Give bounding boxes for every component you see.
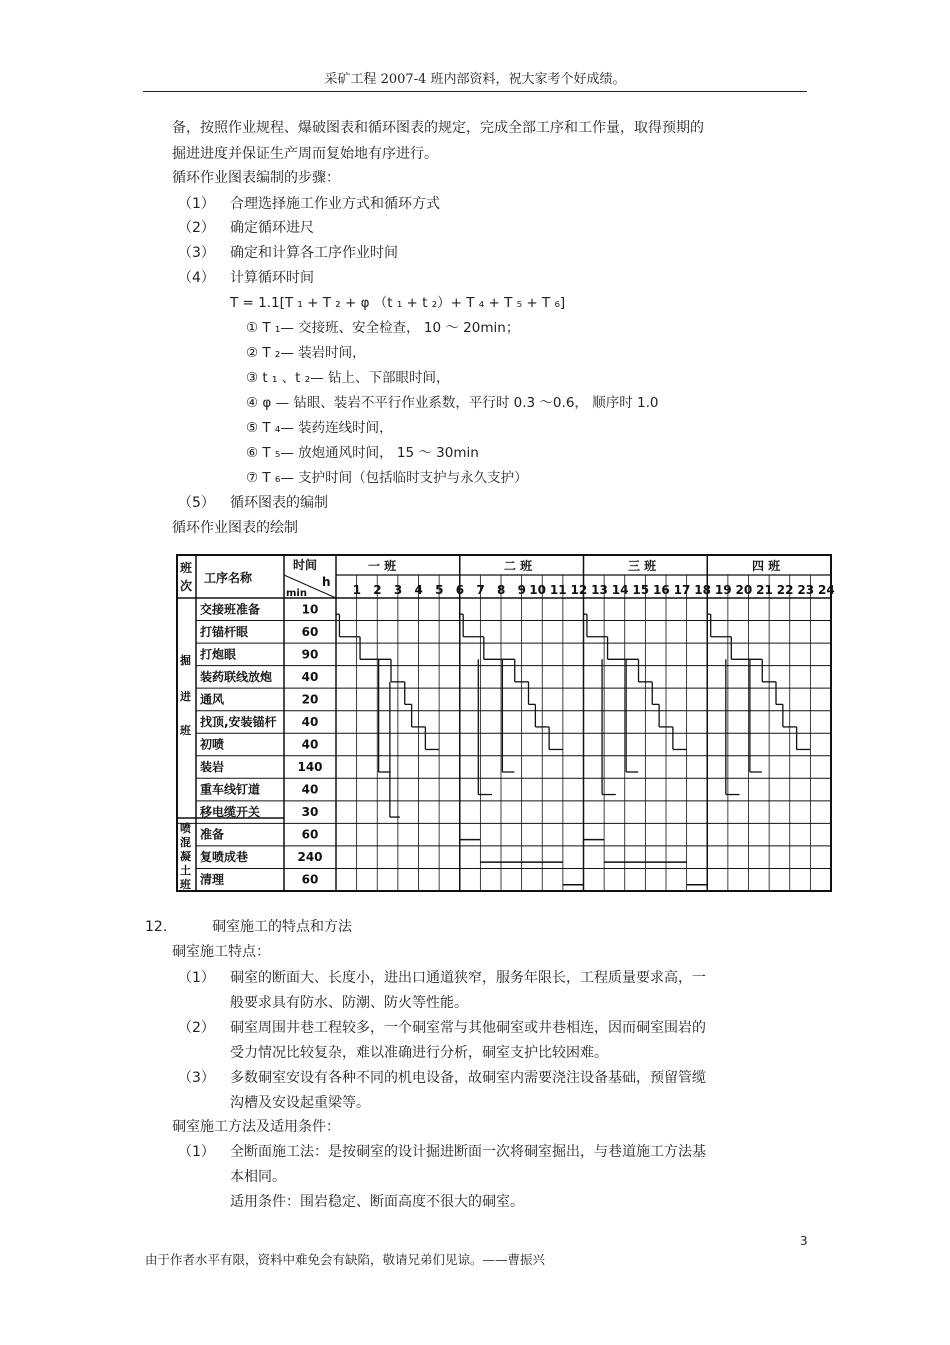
group-spray-2: 混: [180, 836, 191, 849]
row-duration: 140: [297, 760, 323, 775]
feature-2-num: （2）: [178, 1020, 215, 1036]
formula-item-3: ③ t ₁ 、t ₂— 钻上、下部眼时间，: [246, 370, 450, 386]
chart-caption: 循环作业图表的绘制: [172, 520, 298, 536]
row-process-name: 复喷成巷: [200, 850, 249, 865]
row-duration: 90: [301, 647, 319, 662]
header-ban-2: 次: [180, 579, 193, 593]
feature-2-line-1: 硐室周围井巷工程较多，一个硐室常与其他硐室或井巷相连，因而硐室围岩的: [230, 1020, 706, 1036]
hour-label: 12: [570, 583, 588, 597]
hour-label: 20: [735, 583, 753, 597]
feature-1-line-1: 硐室的断面大、长度小，进出口通道狭窄，服务年限长，工程质量要求高，一: [230, 970, 706, 986]
hour-label: 17: [673, 583, 691, 597]
feature-3-line-1: 多数硐室安设有各种不同的机电设备，故硐室内需要浇注设备基础，预留管缆: [230, 1070, 706, 1086]
hour-label: 23: [797, 583, 815, 597]
hour-label: 22: [776, 583, 794, 597]
hour-label: 14: [611, 583, 629, 597]
method-1-line-2: 本相同。: [230, 1169, 286, 1185]
hour-label: 10: [529, 583, 546, 597]
row-duration: 20: [301, 692, 319, 707]
header-min: min: [286, 588, 307, 599]
group-spray-1: 喷: [180, 822, 191, 835]
cycle-schedule-table: [176, 554, 835, 894]
hour-label: 11: [549, 583, 567, 597]
row-duration: 30: [301, 805, 319, 820]
group-dig-2: 进: [180, 690, 191, 703]
feature-2-line-2: 受力情况比较复杂，难以准确进行分析，硐室支护比较困难。: [230, 1045, 608, 1061]
row-duration: 10: [301, 602, 319, 617]
formula-item-5: ⑤ T ₄— 装药连线时间，: [246, 420, 393, 436]
features-title: 硐室施工特点：: [172, 944, 270, 960]
row-process-name: 移电缆开关: [200, 805, 261, 820]
hour-label: 6: [455, 583, 465, 597]
formula-item-4: ④ φ — 钻眼、装岩不平行作业系数，平行时 0.3 ～0.6， 顺序时 1.0: [246, 395, 659, 411]
section-12-title: 硐室施工的特点和方法: [212, 919, 352, 935]
row-process-name: 打锚杆眼: [200, 624, 249, 639]
page-number: 3: [800, 1234, 808, 1248]
hour-label: 2: [373, 583, 382, 597]
hour-label: 18: [694, 583, 711, 597]
step-2-num: （2）: [178, 220, 215, 236]
group-spray-4: 土: [180, 864, 191, 877]
steps-title: 循环作业图表编制的步骤：: [172, 170, 340, 186]
method-title: 硐室施工方法及适用条件：: [172, 1119, 340, 1135]
row-process-name: 找顶,安装锚杆: [200, 714, 277, 729]
page-header: 采矿工程 2007-4 班内部资料，祝大家考个好成绩。: [324, 72, 626, 87]
hour-label: 19: [714, 583, 732, 597]
feature-1-line-2: 般要求具有防水、防潮、防火等性能。: [230, 995, 468, 1011]
row-process-name: 清理: [200, 872, 225, 887]
group-dig-3: 班: [180, 724, 191, 737]
intro-line-1: 备，按照作业规程、爆破图表和循环图表的规定，完成全部工序和工作量，取得预期的: [172, 120, 704, 136]
hour-label: 7: [476, 583, 485, 597]
hour-label: 5: [435, 583, 444, 597]
feature-1-num: （1）: [178, 970, 215, 986]
formula-item-2: ② T ₂— 装岩时间，: [246, 345, 366, 361]
method-1-line-1: 全断面施工法：是按硐室的设计掘进断面一次将硐室掘出，与巷道施工方法基: [230, 1144, 706, 1160]
section-12-num: 12.: [145, 919, 168, 935]
step-5-num: （5）: [178, 495, 215, 511]
row-duration: 60: [301, 827, 319, 842]
hour-label: 13: [591, 583, 608, 597]
hour-label: 15: [632, 583, 650, 597]
hour-label: 8: [497, 583, 506, 597]
group-spray-3: 凝: [180, 850, 191, 863]
step-4-num: （4）: [178, 270, 215, 286]
method-1-line-3: 适用条件：围岩稳定、断面高度不很大的硐室。: [230, 1194, 524, 1210]
group-spray-5: 班: [180, 878, 191, 891]
row-duration: 240: [297, 850, 323, 865]
header-ban-1: 班: [180, 561, 193, 575]
step-3-num: （3）: [178, 245, 215, 261]
row-duration: 60: [301, 872, 319, 887]
row-process-name: 初喷: [200, 737, 225, 752]
row-duration: 40: [301, 714, 319, 729]
header-rule: [143, 91, 807, 92]
shift-1: 一 班: [368, 559, 397, 573]
row-process-name: 交接班准备: [200, 602, 261, 617]
hour-label: 21: [756, 583, 773, 597]
row-duration: 40: [301, 782, 319, 797]
header-time: 时间: [293, 558, 318, 572]
header-name: 工序名称: [204, 571, 253, 585]
hour-label: 16: [653, 583, 670, 597]
step-1-num: （1）: [178, 196, 215, 212]
formula: T = 1.1[T ₁ + T ₂ + φ （t ₁ + t ₂）+ T ₄ + T ₅ + T ₆]: [230, 295, 566, 311]
row-process-name: 重车线钉道: [200, 782, 261, 797]
intro-line-2: 掘进进度并保证生产周而复始地有序进行。: [172, 146, 438, 162]
row-duration: 40: [301, 737, 319, 752]
row-process-name: 准备: [200, 827, 225, 842]
step-5-text: 循环图表的编制: [230, 495, 328, 511]
step-2-text: 确定循环进尺: [230, 220, 314, 236]
row-process-name: 打炮眼: [200, 647, 237, 662]
method-1-num: （1）: [178, 1144, 215, 1160]
formula-item-6: ⑥ T ₅— 放炮通风时间， 15 ～ 30min: [246, 445, 479, 461]
hour-label: 9: [517, 583, 526, 597]
hour-label: 4: [414, 583, 423, 597]
hour-label: 3: [393, 583, 403, 597]
row-process-name: 通风: [200, 692, 225, 707]
group-dig-1: 掘: [180, 654, 191, 667]
feature-3-line-2: 沟槽及安设起重梁等。: [230, 1095, 370, 1111]
hour-label: 1: [352, 583, 361, 597]
step-4-text: 计算循环时间: [230, 270, 314, 286]
row-duration: 40: [301, 669, 319, 684]
shift-2: 二 班: [504, 559, 533, 573]
row-process-name: 装药联线放炮: [200, 669, 273, 684]
shift-3: 三 班: [628, 559, 657, 573]
page-footer: 由于作者水平有限，资料中难免会有缺陷，敬请兄弟们见谅。——曹振兴: [145, 1252, 546, 1267]
row-duration: 60: [301, 624, 319, 639]
hour-label: 24: [818, 583, 835, 597]
step-3-text: 确定和计算各工序作业时间: [230, 245, 398, 261]
formula-item-7: ⑦ T ₆— 支护时间（包括临时支护与永久支护）: [246, 470, 528, 486]
row-process-name: 装岩: [200, 760, 225, 775]
step-1-text: 合理选择施工作业方式和循环方式: [230, 196, 440, 212]
formula-item-1: ① T ₁— 交接班、安全检查， 10 ～ 20min；: [246, 320, 520, 336]
feature-3-num: （3）: [178, 1070, 215, 1086]
shift-4: 四 班: [752, 559, 781, 573]
header-h: h: [322, 575, 331, 589]
